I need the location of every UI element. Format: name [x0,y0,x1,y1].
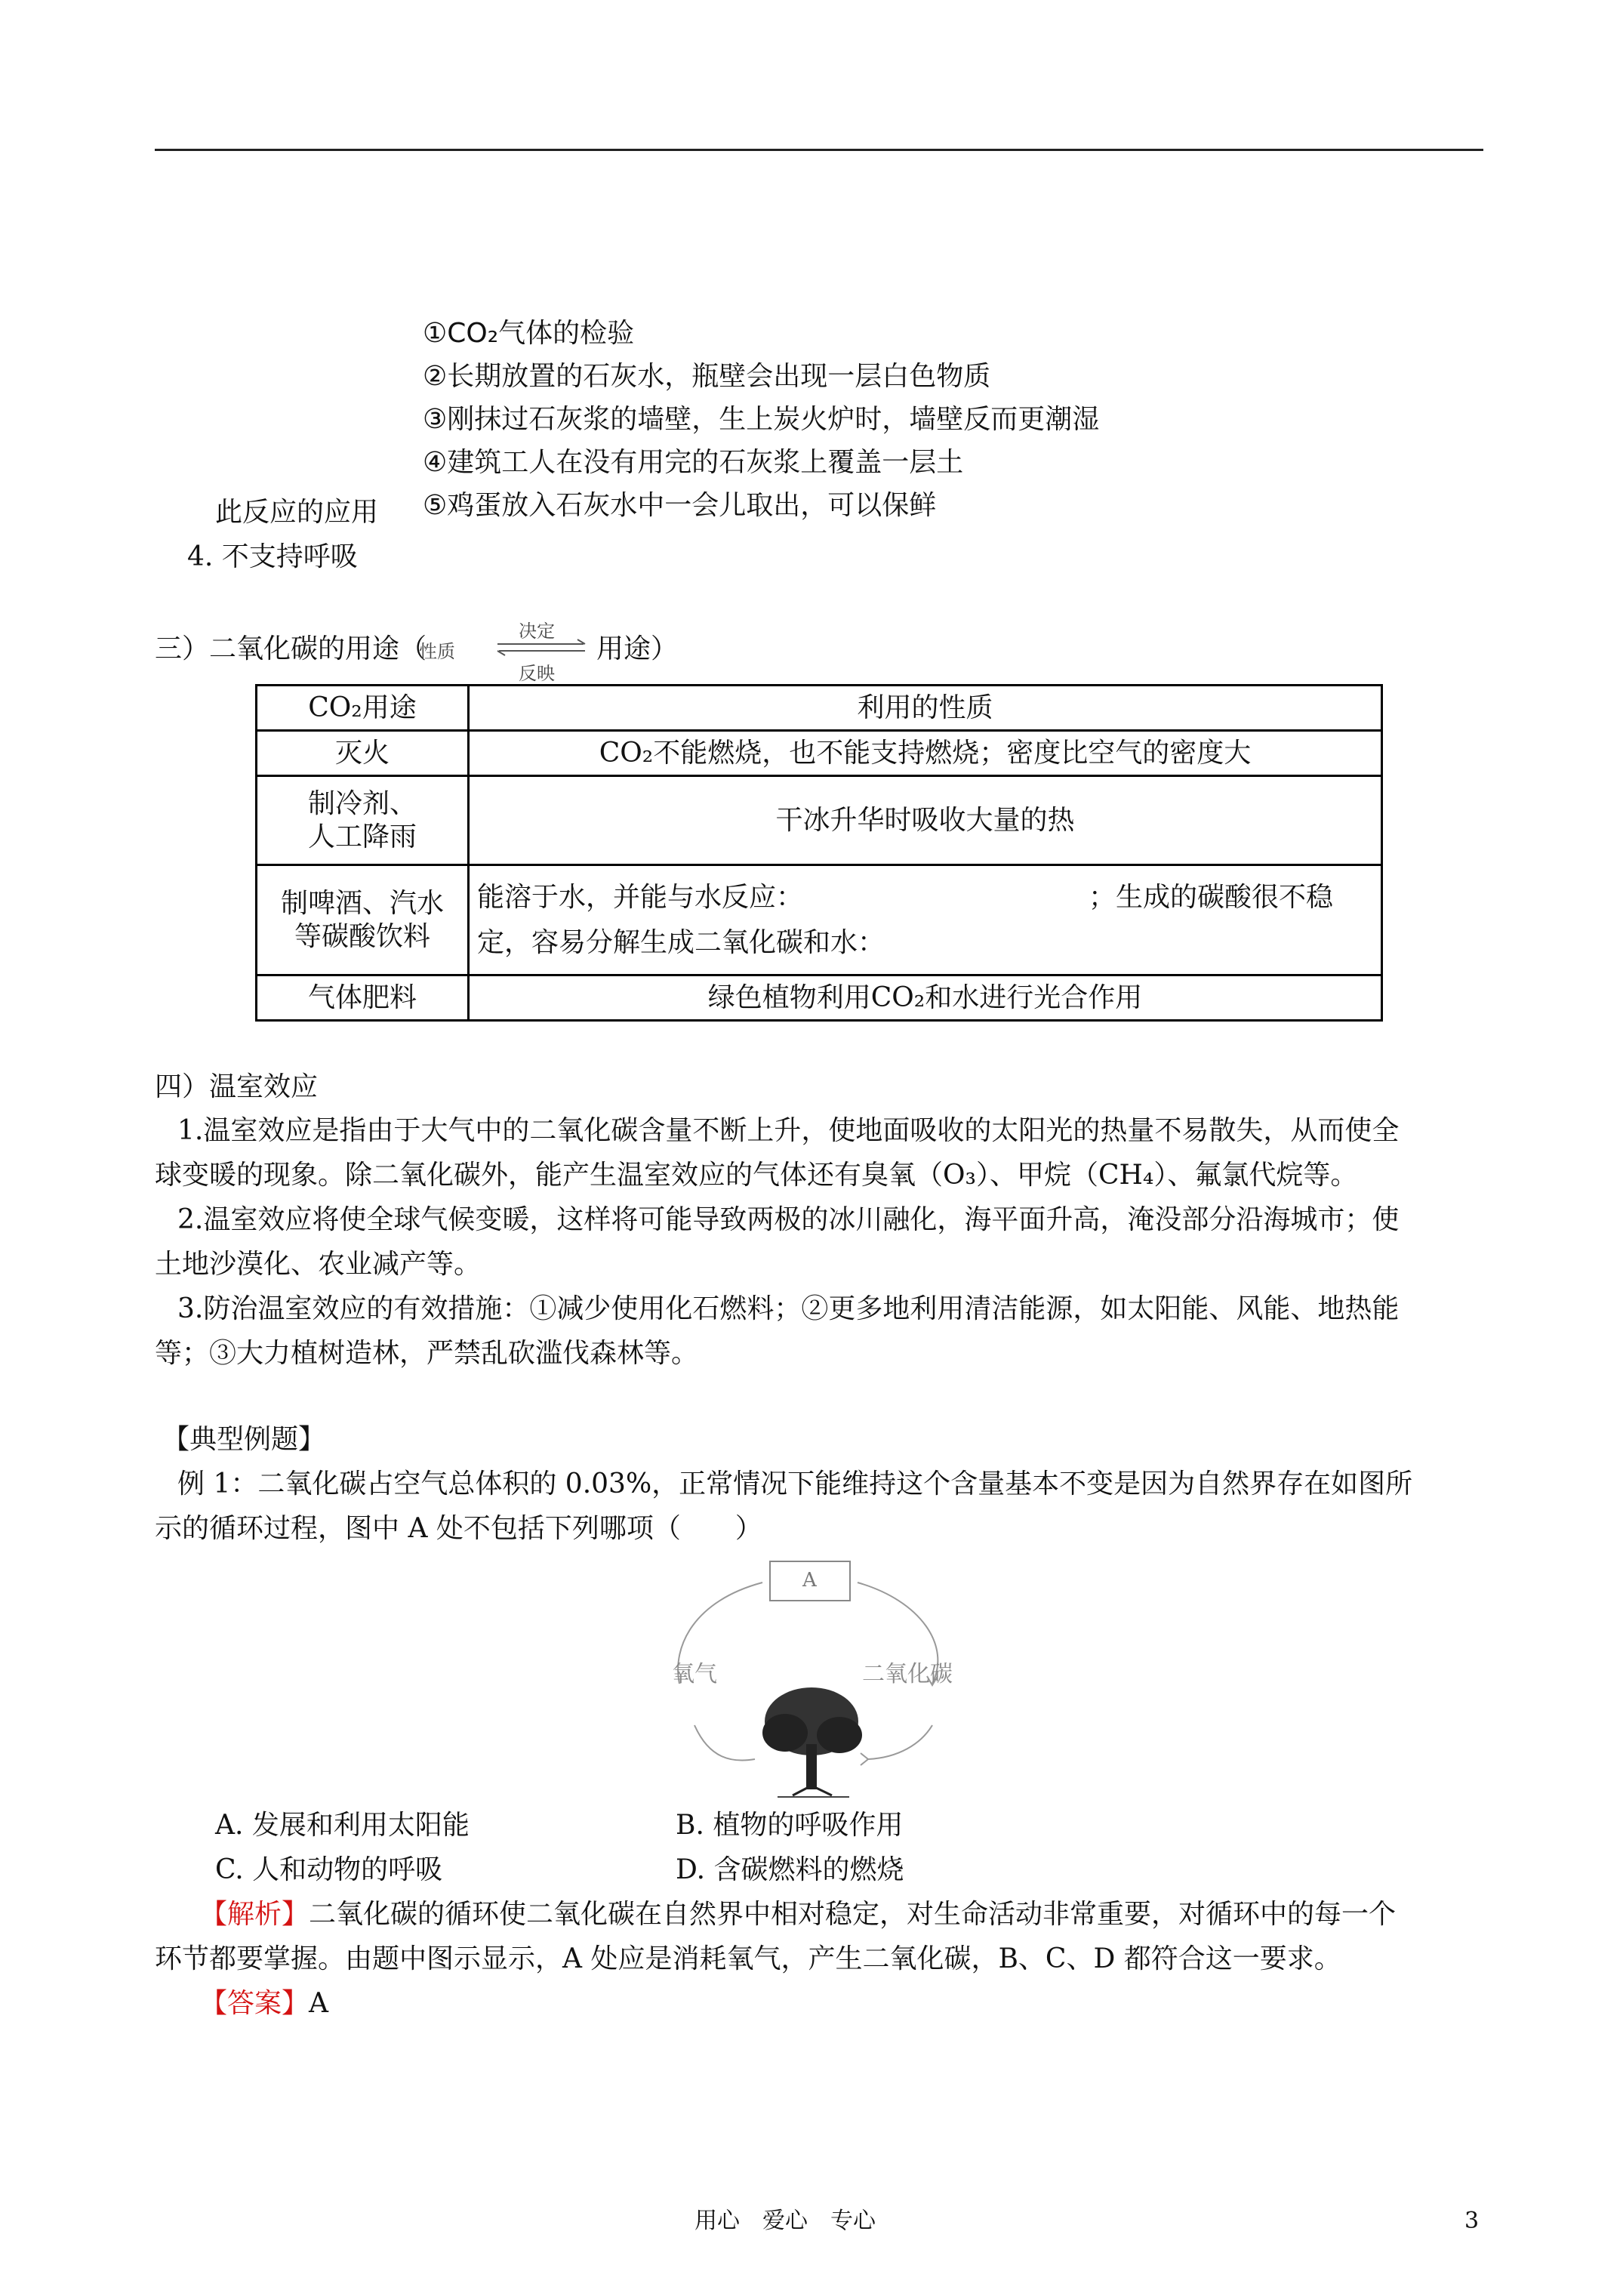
analysis-tag: 【解析】 [200,1899,310,1930]
page-number: 3 [1464,2208,1480,2234]
option-c: C. 人和动物的呼吸 [215,1854,443,1885]
section4-title: 四）温室效应 [155,1071,319,1102]
table-cell-use: 灭火 [257,731,469,776]
carbon-cycle-figure [664,1555,966,1804]
header-rule [155,149,1483,151]
co2-uses-table [255,684,1383,1022]
paragraph-line: 球变暖的现象。除二氧化碳外，能产生温室效应的气体还有臭氧（O₃）、甲烷（CH₄）、氟氯代烷等。 [155,1160,1358,1191]
property-line [477,875,1373,920]
option-b: B. 植物的呼吸作用 [676,1810,904,1841]
application-item: ⑤鸡蛋放入石灰水中一会儿取出，可以保鲜 [423,490,937,521]
figure-box-label: A [802,1569,817,1592]
figure-right-label: 二氧化碳 [862,1661,953,1687]
option-a: A. 发展和利用太阳能 [215,1810,470,1841]
property-line: 定，容易分解生成二氧化碳和水： [477,926,885,958]
answer-tag: 【答案】 [200,1988,310,2019]
property-use-diagram [419,616,591,684]
table-row [257,731,1382,776]
use-line: 制冷剂、 [307,787,417,819]
property-text: 能溶于水，并能与水反应： [477,881,804,913]
paragraph-line: 1.温室效应是指由于大气中的二氧化碳含量不断上升，使地面吸收的太阳光的热量不易散失，从而使全 [177,1115,1400,1146]
table-header-cell: 利用的性质 [469,686,1382,731]
examples-title: 【典型例题】 [162,1424,326,1455]
double-arrow-icon [494,639,593,657]
table-cell-use: 气体肥料 [257,975,469,1021]
applications-label: 此反应的应用 [215,497,379,528]
analysis-line [200,1898,1396,1931]
table-cell-property: 绿色植物利用CO₂和水进行光合作用 [469,975,1382,1021]
analysis-text: 二氧化碳的循环使二氧化碳在自然界中相对稳定，对生命活动非常重要，对循环中的每一个 [309,1899,1397,1930]
option-d: D. 含碳燃料的燃烧 [676,1854,904,1885]
analysis-line: 环节都要掌握。由题中图示显示，A 处应是消耗氧气，产生二氧化碳，B、C、D 都符合这一要求。 [155,1943,1341,1974]
table-cell-property: CO₂不能燃烧，也不能支持燃烧；密度比空气的密度大 [469,731,1382,776]
application-item: ③刚抹过石灰浆的墙壁，生上炭火炉时，墙壁反而更潮湿 [423,404,1100,435]
use-line: 等碳酸饮料 [294,920,430,952]
application-item: ②长期放置的石灰水，瓶壁会出现一层白色物质 [423,361,991,392]
diagram-top: 决定 [519,621,555,642]
paragraph-line: 等；③大力植树造林，严禁乱砍滥伐森林等。 [155,1338,699,1369]
use-line: 制啤酒、汽水 [280,887,444,919]
section3-title: 三）二氧化碳的用途（ [155,633,427,664]
table-cell-use [257,865,469,975]
tree-icon [762,1687,862,1797]
item-4: 4. 不支持呼吸 [187,541,358,572]
figure-left-label: 氧气 [672,1661,717,1687]
property-text: ；生成的碳酸很不稳 [1089,881,1334,913]
table-header-row [257,686,1382,731]
application-item: ④建筑工人在没有用完的石灰浆上覆盖一层土 [423,447,964,478]
question-line: 示的循环过程，图中 A 处不包括下列哪项（ ） [155,1513,762,1544]
table-row [257,975,1382,1021]
table-cell-use [257,776,469,865]
paragraph-line: 土地沙漠化、农业减产等。 [155,1249,482,1280]
answer-line [200,1987,328,2020]
diagram-left: 性质 [419,641,455,662]
section3-title-end: 用途） [596,633,679,664]
table-row [257,776,1382,865]
use-line: 人工降雨 [307,821,417,852]
table-cell-property: 干冰升华时吸收大量的热 [469,776,1382,865]
paragraph-line: 2.温室效应将使全球气候变暖，这样将可能导致两极的冰川融化，海平面升高，淹没部分沿海城市；使 [177,1204,1400,1235]
diagram-bottom: 反映 [519,663,555,684]
paragraph-line: 3.防治温室效应的有效措施：①减少使用化石燃料；②更多地利用清洁能源，如太阳能、风能、地热能 [177,1293,1400,1324]
table-cell-property [469,865,1382,975]
answer-text: A [309,1988,329,2019]
footer-slogan: 用心 爱心 专心 [694,2208,876,2234]
application-item: ①CO₂气体的检验 [423,318,635,349]
table-row [257,865,1382,975]
table-header-cell: CO₂用途 [257,686,469,731]
question-line: 例 1：二氧化碳占空气总体积的 0.03%，正常情况下能维持这个含量基本不变是因为自然界存在如图所 [177,1469,1413,1499]
